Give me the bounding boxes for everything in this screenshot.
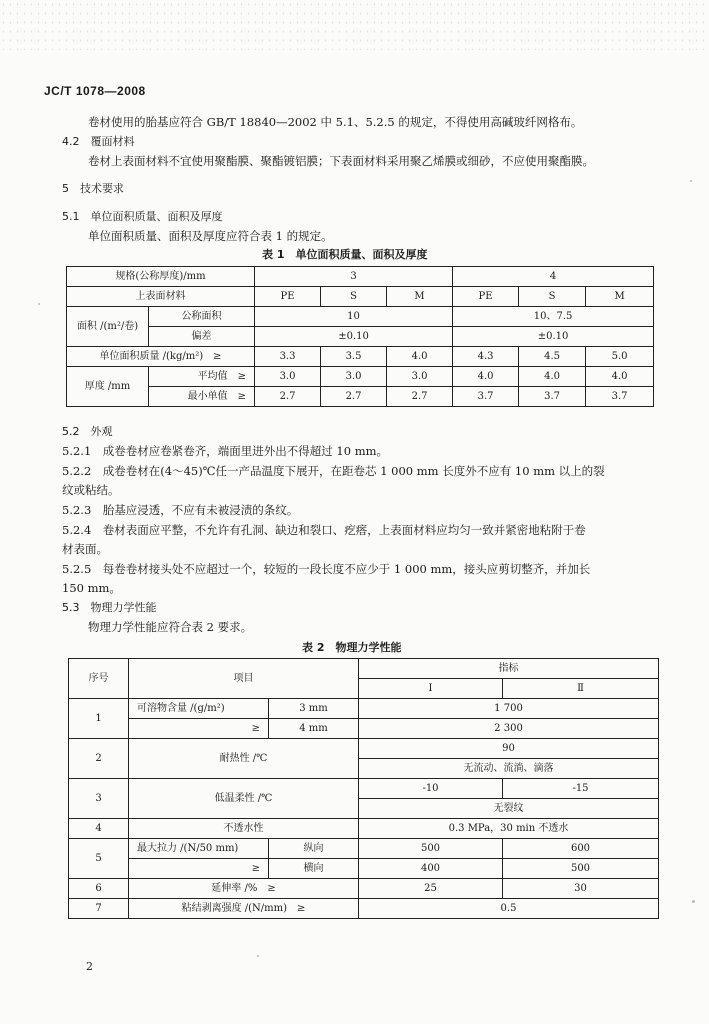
table-mass-area-thickness <box>66 266 654 407</box>
table-cell: 4.5 <box>519 347 586 367</box>
spec-4: 4 <box>453 267 654 287</box>
max-tensile-label: 最大拉力 /(N/50 mm) <box>129 839 269 859</box>
table-cell: 4.0 <box>453 367 519 387</box>
surface-label: 上表面材料 <box>67 287 255 307</box>
table-cell: 4.0 <box>387 347 453 367</box>
table-cell: 横向 <box>269 859 359 879</box>
table-cell: 90 <box>359 739 659 759</box>
grade-1: Ⅰ <box>359 679 503 699</box>
row-no: 5 <box>69 839 129 879</box>
table-cell: 5.0 <box>586 347 654 367</box>
spec-label: 规格(公称厚度)/mm <box>67 267 255 287</box>
table-cell: PE <box>255 287 321 307</box>
ge-symbol: ≥ <box>129 859 269 879</box>
table-cell: -15 <box>503 779 659 799</box>
paragraph-5-2-2-line1: 5.2.2 成卷卷材在(4～45)℃任一产品温度下展开，在距卷芯 1 000 mm 长度外不应有 10 mm 以上的裂 <box>62 464 605 478</box>
table-cell: 3.7 <box>586 387 654 407</box>
table-cell: 500 <box>503 859 659 879</box>
paragraph-5-2-4-line2: 材表面。 <box>62 542 108 556</box>
scan-noise <box>0 0 709 50</box>
table-cell: 4 mm <box>269 719 359 739</box>
table-cell: 400 <box>359 859 503 879</box>
col-no: 序号 <box>69 659 129 699</box>
paragraph-5-2-4-line1: 5.2.4 卷材表面应平整，不允许有孔洞、缺边和裂口、疙瘩，上表面材料应均匀一致并紧密地粘附于卷 <box>62 523 586 537</box>
table-cell: 500 <box>359 839 503 859</box>
page-number: 2 <box>86 960 93 973</box>
row-no: 6 <box>69 879 129 899</box>
table-cell: 纵向 <box>269 839 359 859</box>
low-temp-flex-label: 低温柔性 /℃ <box>129 779 359 819</box>
ge-symbol: ≥ <box>129 719 269 739</box>
table-cell: 3.0 <box>321 367 387 387</box>
table-cell: 1 700 <box>359 699 659 719</box>
thickness-label: 厚度 /mm <box>67 367 149 407</box>
elongation-label: 延伸率 /% ≥ <box>129 879 359 899</box>
table-cell: 600 <box>503 839 659 859</box>
col-item: 项目 <box>129 659 359 699</box>
paragraph-5-2-5-line1: 5.2.5 每卷卷材接头处不应超过一个，较短的一段长度不应少于 1 000 mm，接头应剪切整齐，并加长 <box>62 562 591 576</box>
col-index: 指标 <box>359 659 659 679</box>
paragraph-cover-material: 卷材上表面材料不宜使用聚酯膜、聚酯镀铝膜；下表面材料采用聚乙烯膜或细砂，不应使用聚酯膜。 <box>88 154 594 168</box>
table-cell: 3.0 <box>255 367 321 387</box>
row-no: 1 <box>69 699 129 739</box>
paragraph-5-2-3: 5.2.3 胎基应浸透，不应有未被浸渍的条纹。 <box>62 503 299 517</box>
standard-code: JC/T 1078—2008 <box>44 84 146 98</box>
heading-5-2: 5.2 外观 <box>62 425 113 438</box>
table-cell: 无裂纹 <box>359 799 659 819</box>
heat-resistance-label: 耐热性 /℃ <box>129 739 359 779</box>
table-cell: 30 <box>503 879 659 899</box>
table-physical-mechanical <box>68 658 659 919</box>
table-cell: 3.3 <box>255 347 321 367</box>
min-label: 最小单值 ≥ <box>149 387 255 407</box>
table-cell: M <box>586 287 654 307</box>
table-cell: 10 <box>255 307 453 327</box>
heading-5: 5 技术要求 <box>62 182 124 195</box>
table-cell: S <box>321 287 387 307</box>
area-label: 面积 /(m²/卷) <box>67 307 149 347</box>
table-cell: 3.7 <box>519 387 586 407</box>
table-cell: 2.7 <box>255 387 321 407</box>
impermeability-label: 不透水性 <box>129 819 359 839</box>
table-cell: 4.3 <box>453 347 519 367</box>
paragraph-5-2-2-line2: 纹或粘结。 <box>62 483 120 497</box>
row-no: 3 <box>69 779 129 819</box>
heading-5-3: 5.3 物理力学性能 <box>62 601 157 614</box>
table-cell: 3.7 <box>453 387 519 407</box>
table-cell: M <box>387 287 453 307</box>
table-cell: 3 mm <box>269 699 359 719</box>
paragraph-5-1: 单位面积质量、面积及厚度应符合表 1 的规定。 <box>88 229 333 243</box>
table-cell: 10、7.5 <box>453 307 654 327</box>
soluble-content-label: 可溶物含量 /(g/m²) <box>129 699 269 719</box>
table-cell: 2.7 <box>387 387 453 407</box>
spec-3: 3 <box>255 267 453 287</box>
table2-caption: 表 2 物理力学性能 <box>302 641 402 654</box>
peel-strength-label: 粘结剥离强度 /(N/mm) ≥ <box>129 899 359 919</box>
table-cell: 0.3 MPa，30 min 不透水 <box>359 819 659 839</box>
table-cell: PE <box>453 287 519 307</box>
nominal-label: 公称面积 <box>149 307 255 327</box>
table-cell: ±0.10 <box>255 327 453 347</box>
table-cell: 2.7 <box>321 387 387 407</box>
heading-5-1: 5.1 单位面积质量、面积及厚度 <box>62 210 223 223</box>
grade-2: Ⅱ <box>503 679 659 699</box>
row-no: 4 <box>69 819 129 839</box>
table-cell: 2 300 <box>359 719 659 739</box>
paragraph-5-2-1: 5.2.1 成卷卷材应卷紧卷齐，端面里进外出不得超过 10 mm。 <box>62 444 389 458</box>
scan-speck <box>38 303 40 305</box>
paragraph-5-2-5-line2: 150 mm。 <box>62 581 121 595</box>
table-cell: -10 <box>359 779 503 799</box>
table-cell: 4.0 <box>586 367 654 387</box>
table-cell: S <box>519 287 586 307</box>
deviation-label: 偏差 <box>149 327 255 347</box>
table-cell: 无流动、流淌、滴落 <box>359 759 659 779</box>
paragraph-5-3: 物理力学性能应符合表 2 要求。 <box>88 620 253 634</box>
table-cell: 25 <box>359 879 503 899</box>
avg-label: 平均值 ≥ <box>149 367 255 387</box>
scan-speck <box>257 955 259 957</box>
table-cell: ±0.10 <box>453 327 654 347</box>
heading-4-2: 4.2 覆面材料 <box>62 135 135 148</box>
table-cell: 4.0 <box>519 367 586 387</box>
paragraph-base-material: 卷材使用的胎基应符合 GB/T 18840—2002 中 5.1、5.2.5 的规定，不得使用高碱玻纤网格布。 <box>88 115 583 129</box>
row-no: 7 <box>69 899 129 919</box>
row-no: 2 <box>69 739 129 779</box>
table1-caption: 表 1 单位面积质量、面积及厚度 <box>262 248 428 261</box>
mass-label: 单位面积质量 /(kg/m²) ≥ <box>67 347 255 367</box>
table-cell: 3.5 <box>321 347 387 367</box>
scan-speck <box>692 900 695 903</box>
scan-speck <box>690 180 692 182</box>
table-cell: 3.0 <box>387 367 453 387</box>
table-cell: 0.5 <box>359 899 659 919</box>
